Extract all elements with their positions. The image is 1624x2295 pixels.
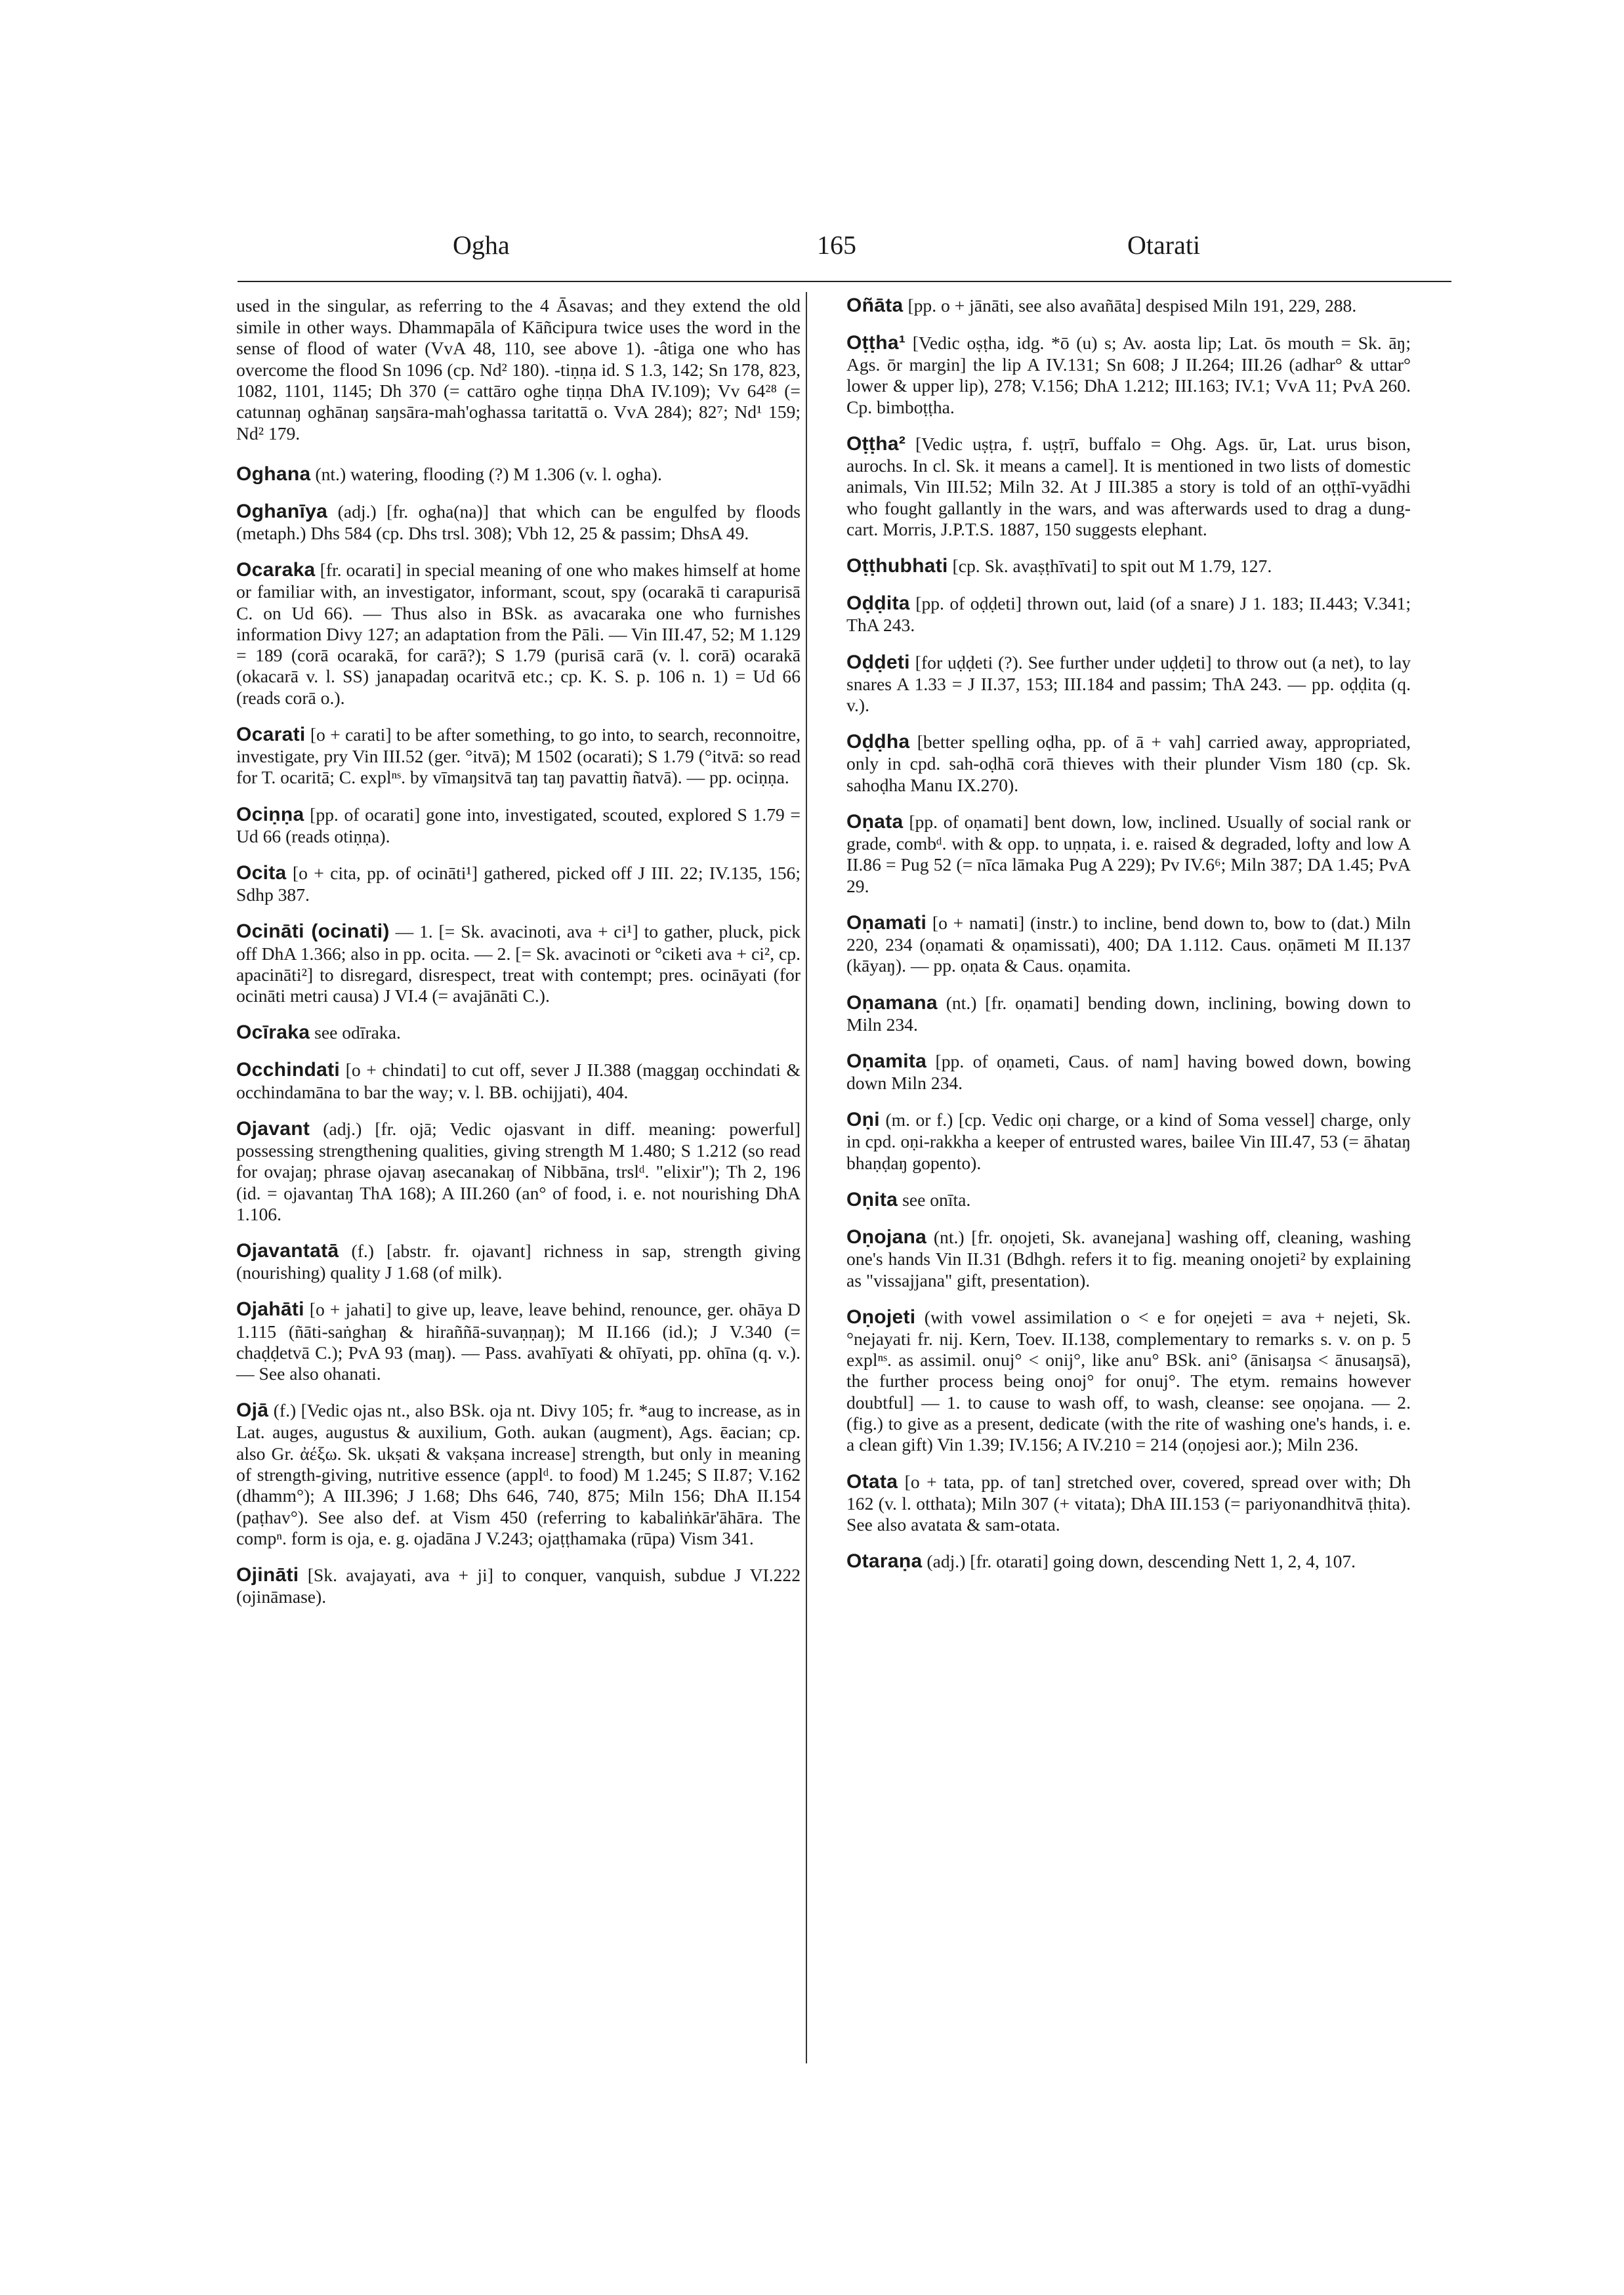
entry-text: [pp. of oṇameti, Caus. of nam] having bowed down, bowing down Miln 234. <box>846 1051 1411 1094</box>
entry-headword: Occhindati <box>236 1059 341 1081</box>
running-head-left: Ogha <box>453 230 510 260</box>
entry-text: (with vowel assimilation o < e for oṇejeti = ava + nejeti, Sk. °nejayati fr. nij. Kern, Toev. II.138, complementary to remarks s. v. on p. 5 explⁿˢ. as assimil. onuj° < onij°, like anu° BSk. ani° (ānisaŋsa < ānusaŋsā), the further process being onoj° for onuj°. The etym. remains however doubtful] — 1. to cause to wash off, to wash, cleanse: see oṇojana. — 2. (fig.) to give as a present, dedicate (with the rite of washing one's hands, i. e. a clean gift) Vin 1.39; IV.156; A IV.210 = 214 (oṇojesi aor.); Miln 236. <box>846 1306 1411 1455</box>
entry-headword: Oṇamita <box>846 1050 927 1072</box>
dictionary-entry <box>846 1306 1411 1456</box>
entry-text: (adj.) [fr. ogha(na)] that which can be engulfed by floods (metaph.) Dhs 584 (cp. Dhs trsl. 308); Vbh 12, 25 & passim; DhsA 49. <box>236 501 801 543</box>
entry-text: [better spelling oḍha, pp. of ā + vah] carried away, appropriated, only in cpd. sah-oḍhā corā thieves with their plunder Vism 180 (cp. Sk. sahoḍha Manu IX.270). <box>846 732 1411 795</box>
entry-headword: Oḍḍita <box>846 592 910 615</box>
entry-text: [pp. of ocarati] gone into, investigated, scouted, explored S 1.79 = Ud 66 (reads otiṇṇa). <box>236 804 801 846</box>
entry-headword: Otata <box>846 1470 898 1493</box>
entry-headword: Ojavantatā <box>236 1240 339 1262</box>
entry-text: (adj.) [fr. otarati] going down, descending Nett 1, 2, 4, 107. <box>927 1551 1356 1572</box>
entry-text: (nt.) watering, flooding (?) M 1.306 (v. l. ogha). <box>315 463 662 484</box>
dictionary-entry <box>846 991 1411 1035</box>
column-divider <box>806 292 807 2063</box>
running-head <box>0 230 1624 269</box>
dictionary-entry <box>846 1188 1411 1211</box>
dictionary-entry <box>846 1108 1411 1174</box>
entry-headword: Oṇamana <box>846 991 938 1014</box>
dictionary-entry <box>846 432 1411 540</box>
entry-text: [fr. ocarati] in special meaning of one who makes himself at home or familiar with, an investigator, informant, scout, spy (ocarakā ti carapurisā C. on Ud 66). — Thus also in BSk. as avacaraka one who furnishes information Divy 127; an adaptation from the Pāli. — Vin III.47, 52; M 1.129 = 189 (corā ocarakā, for carā?); S 1.79 (purisā carā (v. l. corā) ocarakā (okacarā v. l. SS) janapadaŋ ocaritvā etc.; cp. K. S. p. 106 n. 1) = Ud 66 (reads corā o.). <box>236 560 801 708</box>
entry-text: [pp. of oṇamati] bent down, low, inclined. Usually of social rank or grade, combᵈ. with & opp. to uṇṇata, i. e. raised & degraded, lofty and low A II.86 = Pug 52 (= nīca lāmaka Pug A 229); Pv IV.6⁶; Miln 387; DA 1.45; PvA 29. <box>846 812 1411 896</box>
dictionary-entry <box>846 651 1411 716</box>
entry-text: (adj.) [fr. ojā; Vedic ojasvant in diff. meaning: powerful] possessing strengthening qualities, giving strength M 1.480; S 1.212 (so read for ovajaŋ; phrase ojavaŋ asecanakaŋ of Nibbāna, trslᵈ. "elixir"); Th 2, 196 (id. = ojavantaŋ ThA 168); A III.260 (an° of food, i. e. not nourishing DhA 1.106. <box>236 1118 801 1224</box>
entry-headword: Oṇojana <box>846 1226 927 1249</box>
entry-headword: Ojavant <box>236 1117 310 1140</box>
entry-headword: Ocīraka <box>236 1022 310 1044</box>
entry-headword: Oṭṭha² <box>846 433 906 455</box>
dictionary-entry <box>236 723 801 789</box>
dictionary-entry <box>236 803 801 847</box>
entry-headword: Oṇata <box>846 811 904 833</box>
dictionary-entry <box>236 500 801 544</box>
running-head-right: Otarati <box>1127 230 1201 260</box>
entry-headword: Otaraṇa <box>846 1550 923 1573</box>
entry-headword: Ocināti (ocinati) <box>236 920 390 943</box>
entry-headword: Ociṇṇa <box>236 803 304 825</box>
entry-headword: Oṇita <box>846 1189 898 1211</box>
page-number: 165 <box>817 230 856 260</box>
entry-text: [pp. o + jānāti, see also avañāta] despised Miln 191, 229, 288. <box>907 295 1357 316</box>
entry-headword: Ojahāti <box>236 1298 304 1321</box>
entry-headword: Oṇojeti <box>846 1306 916 1328</box>
entry-text: [Vedic oṣṭha, idg. *ō (u) s; Av. aosta lip; Lat. ōs mouth = Sk. āŋ; Ags. ōr margin] the lip A IV.131; Sn 608; J II.264; III.26 (adhar° & uttar° lower & upper lip), 278; V.156; DhA 1.212; III.163; IV.1; VvA 11; PvA 260. Cp. bimboṭṭha. <box>846 333 1411 417</box>
dictionary-entry <box>236 1563 801 1607</box>
entry-headword: Ocita <box>236 862 287 884</box>
dictionary-entry <box>846 911 1411 977</box>
dictionary-entry <box>846 294 1411 317</box>
dictionary-entry <box>846 810 1411 897</box>
entry-headword: Oghanīya <box>236 500 328 522</box>
entry-headword: Ojā <box>236 1399 269 1422</box>
dictionary-entry <box>846 592 1411 636</box>
entry-headword: Oṭṭha¹ <box>846 332 906 354</box>
dictionary-entry <box>846 730 1411 796</box>
entry-text: (f.) [Vedic ojas nt., also BSk. oja nt. Divy 105; fr. *aug to increase, as in Lat. auges, augustus & auxilium, Goth. aukan (augment), Ags. ēacian; cp. also Gr. ἀέξω. Sk. ukṣati & vakṣana increase] strength, but only in meaning of strength-giving, nutritive essence (applᵈ. to food) M 1.245; S II.87; V.162 (dhamm°); A III.396; J 1.68; Dhs 646, 740, 875; Miln 156; DhA II.154 (paṭhav°). See also def. at Vism 450 (referring to kabaliṅkār'āhāra. The compⁿ. form is oja, e. g. ojadāna J V.243; ojaṭṭhamaka (rūpa) Vism 341. <box>236 1400 801 1548</box>
entry-headword: Oḍḍha <box>846 731 910 753</box>
entry-headword: Ocarati <box>236 724 306 746</box>
entry-text: [o + chindati] to cut off, sever J II.388 (maggaŋ occhindati & occhindamāna to bar the way; v. l. BB. ochijjati), 404. <box>236 1060 801 1102</box>
entry-text: [Vedic uṣṭra, f. uṣṭrī, buffalo = Ohg. Ags. ūr, Lat. urus bison, aurochs. In cl. Sk. it means a camel]. It is mentioned in two lists of domestic animals, Vin III.52; Miln 32. At J III.385 a story is told of an oṭṭhī-vyādhi who fought gallantly in the wars, and was afterwards used to drag a dung-cart. Morris, J.P.T.S. 1887, 150 suggests elephant. <box>846 434 1411 539</box>
dictionary-entry <box>846 1470 1411 1536</box>
entry-text: — 1. [= Sk. avacinoti, ava + ci¹] to gather, pluck, pick off DhA 1.366; also in pp. ocita. — 2. [= Sk. avacinoti or °ciketi ava + ci², cp. apacināti²] to disregard, disrespect, treat with contempt; pres. ocināyati (for ocināti metri causa) J VI.4 (= avajānāti C.). <box>236 921 801 1006</box>
dictionary-entry <box>236 558 801 709</box>
left-column <box>236 294 801 1623</box>
dictionary-entry <box>236 1021 801 1044</box>
entry-headword: Oghana <box>236 463 311 485</box>
entry-text: [for uḍḍeti (?). See further under uḍḍeti] to throw out (a net), to lay snares A 1.33 = J II.37, 153; III.184 and passim; ThA 243. — pp. oḍḍita (q. v.). <box>846 651 1411 716</box>
dictionary-entry <box>846 1226 1411 1291</box>
entry-headword: Oṇamati <box>846 911 927 934</box>
entry-text: (f.) [abstr. fr. ojavant] richness in sap, strength giving (nourishing) quality J 1.68 (of milk). <box>236 1241 801 1283</box>
dictionary-entry <box>236 1399 801 1549</box>
dictionary-entry <box>846 331 1411 418</box>
entry-text: see odīraka. <box>314 1022 401 1043</box>
entry-headword: Ocaraka <box>236 559 316 581</box>
entry-text: [cp. Sk. avaṣṭhīvati] to spit out M 1.79, 127. <box>952 556 1272 577</box>
dictionary-entry <box>236 1058 801 1102</box>
dictionary-entry <box>846 554 1411 577</box>
entry-headword: Oṭṭhubhati <box>846 555 948 577</box>
dictionary-entry <box>236 294 801 444</box>
dictionary-entry <box>236 861 801 905</box>
dictionary-entry <box>236 463 801 486</box>
header-rule <box>238 281 1451 282</box>
entry-text: [o + jahati] to give up, leave, leave behind, renounce, ger. ohāya D 1.115 (ñāti-saṅghaŋ & hiraññā-suvaṇṇaŋ); M II.166 (id.); J V.340 (= chaḍḍetvā C.); PvA 93 (maŋ). — Pass. avahīyati & ohīyati, pp. ohīna (q. v.). — See also ohanati. <box>236 1299 801 1384</box>
right-column <box>846 294 1411 1587</box>
dictionary-entry <box>846 1550 1411 1573</box>
dictionary-entry <box>236 1298 801 1384</box>
entry-text: [Sk. avajayati, ava + ji] to conquer, vanquish, subdue J VI.222 (ojināmase). <box>236 1565 801 1607</box>
entry-text: [o + namati] (instr.) to incline, bend down to, bow to (dat.) Miln 220, 234 (oṇamati & oṇamissati), 400; DA 1.112. Caus. oṇāmeti M II.137 (kāyaŋ). — pp. oṇata & Caus. oṇamita. <box>846 912 1411 976</box>
entry-headword: Oḍḍeti <box>846 651 910 673</box>
dictionary-entry <box>846 1050 1411 1094</box>
entry-headword: Oṇi <box>846 1109 880 1131</box>
dictionary-entry <box>236 1239 801 1283</box>
entry-text: (nt.) [fr. oṇojeti, Sk. avanejana] washing off, cleaning, washing one's hands Vin II.31 (Bdhgh. refers it to fig. meaning onojeti² by explaining as "vissajjana" gift, presentation). <box>846 1227 1411 1291</box>
dictionary-entry <box>236 1117 801 1225</box>
entry-text: see onīta. <box>902 1189 971 1210</box>
entry-text: (m. or f.) [cp. Vedic oṇi charge, or a kind of Soma vessel] charge, only in cpd. oṇi-rakkha a keeper of entrusted wares, bailee Vin III.47, 53 (= āhataŋ bhaṇḍaŋ gopento). <box>846 1109 1411 1173</box>
entry-text: [o + tata, pp. of tan] stretched over, covered, spread over with; Dh 162 (v. l. otthata); Miln 307 (+ vitata); DhA III.153 (= pariyonandhitvā ṭhita). See also avatata & sam-otata. <box>846 1471 1411 1535</box>
entry-text: [o + cita, pp. of ocināti¹] gathered, picked off J III. 22; IV.135, 156; Sdhp 387. <box>236 863 801 905</box>
entry-text: [o + carati] to be after something, to go into, to search, reconnoitre, investigate, pry Vin III.52 (ger. °itvā); M 1502 (ocarati); S 1.79 (°itvā: so read for T. ocaritā; C. explⁿˢ. by vīmaŋsitvā taŋ taŋ pavattiŋ ñatvā). — pp. ociṇṇa. <box>236 724 801 788</box>
entry-text: [pp. of oḍḍeti] thrown out, laid (of a snare) J 1. 183; II.443; V.341; ThA 243. <box>846 593 1411 636</box>
entry-headword: Oñāta <box>846 295 904 316</box>
entry-text: (nt.) [fr. oṇamati] bending down, inclining, bowing down to Miln 234. <box>846 992 1411 1035</box>
entry-headword: Ojināti <box>236 1564 299 1586</box>
dictionary-entry <box>236 920 801 1006</box>
entry-text: used in the singular, as referring to the 4 Āsavas; and they extend the old simile in other ways. Dhammapāla of Kāñcipura twice uses the word in the sense of flood of water (VvA 48, 110, see above 1). -âtiga one who has overcome the flood Sn 1096 (cp. Nd² 180). -tiṇṇa id. S 1.3, 142; Sn 178, 823, 1082, 1101, 1145; Dh 370 (= cattāro oghe tiṇṇa DhA IV.109); Vv 64²⁸ (= catunnaŋ oghānaŋ saŋsāra-mah'oghassa taritattā o. VvA 284); 82⁷; Nd¹ 159; Nd² 179. <box>236 295 801 444</box>
